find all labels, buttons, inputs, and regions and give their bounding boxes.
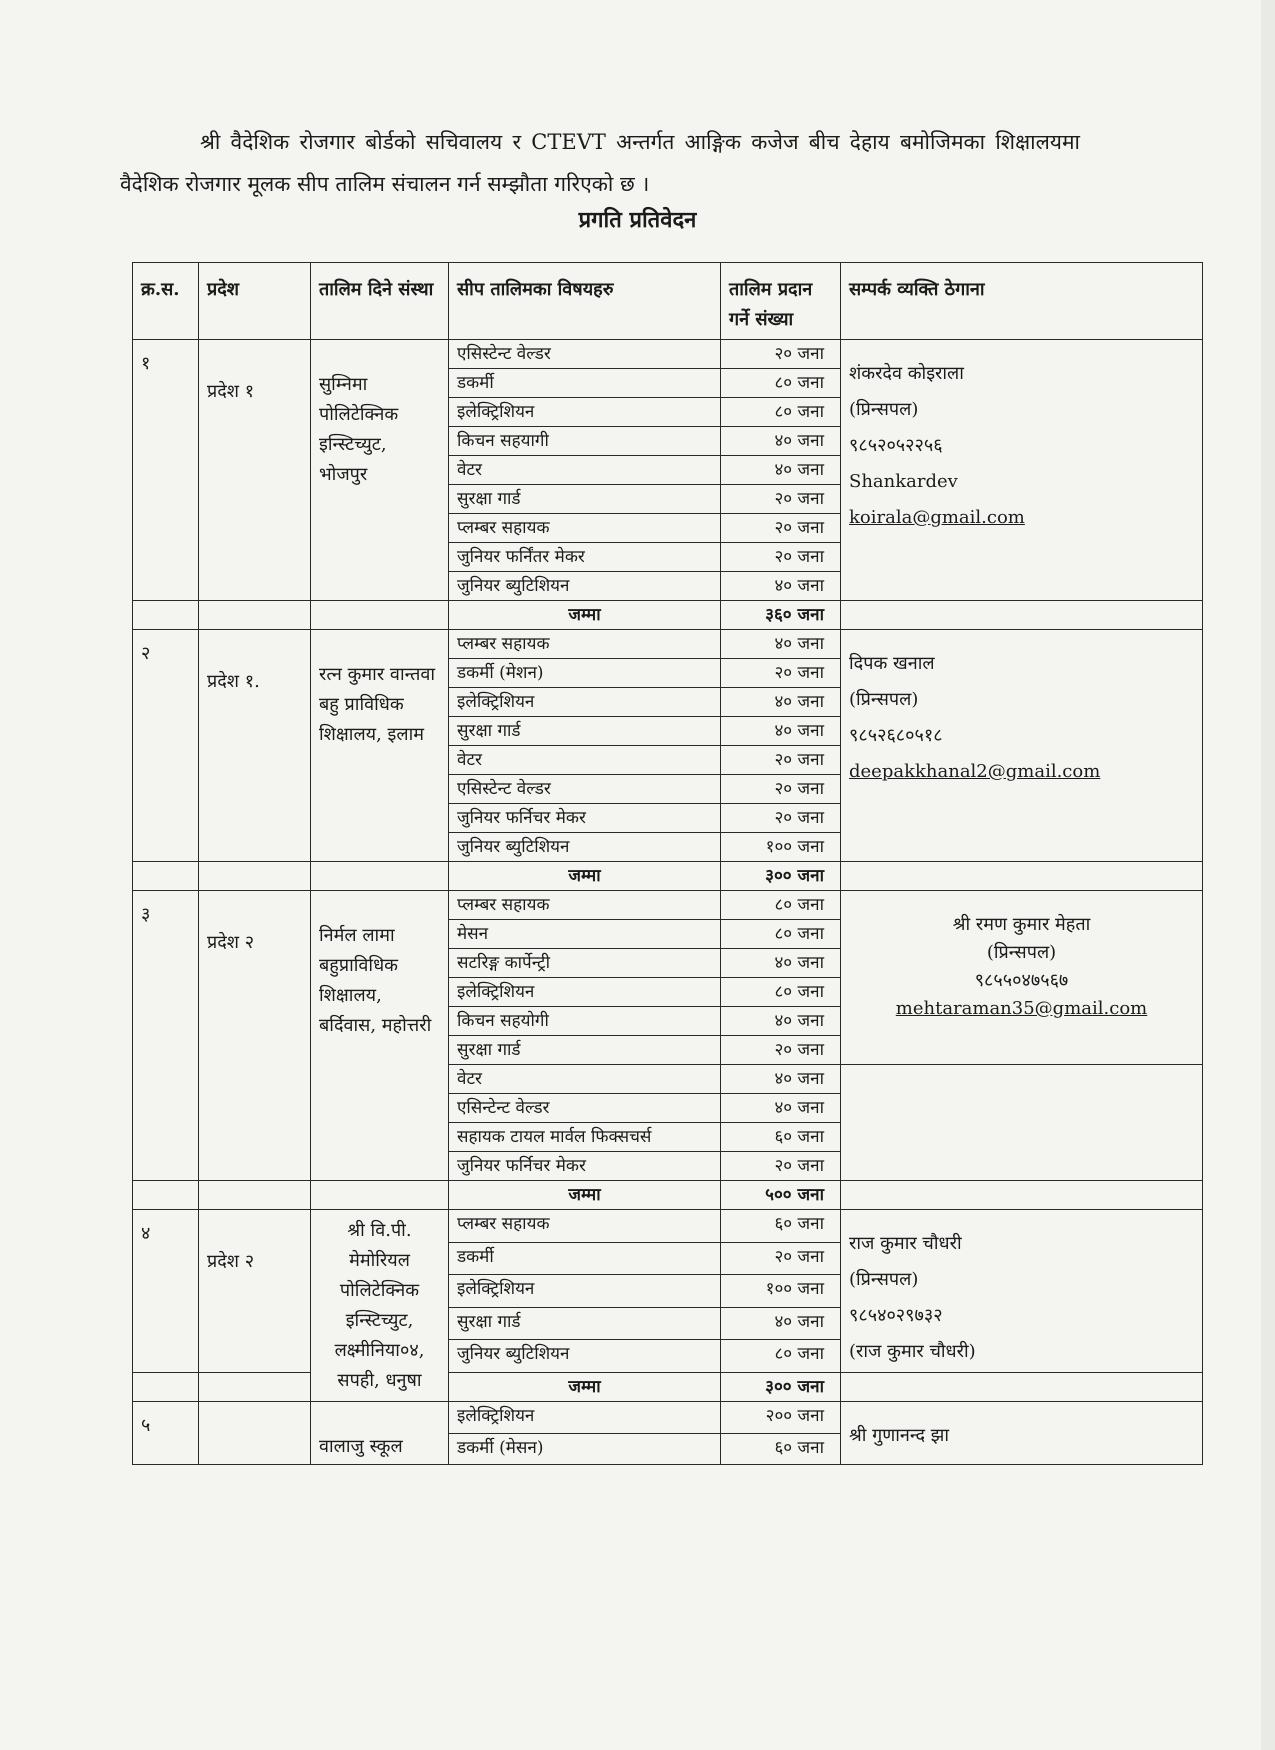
row-count: ८० जना — [721, 369, 841, 398]
row-province: प्रदेश १. — [199, 630, 311, 862]
empty-cell — [133, 862, 199, 891]
row-count: ६० जना — [721, 1433, 841, 1465]
row-count: ४० जना — [721, 1007, 841, 1036]
total-count: ३०० जना — [721, 1373, 841, 1402]
row-count: ४० जना — [721, 949, 841, 978]
total-label: जम्मा — [449, 1373, 721, 1402]
row-count: ४० जना — [721, 456, 841, 485]
contact-name: श्री गुणानन्द झा — [849, 1425, 950, 1446]
contact-role: (प्रिन्सपल) — [849, 1269, 919, 1290]
row-serial-number: ५ — [133, 1402, 199, 1465]
row-count: २० जना — [721, 340, 841, 369]
row-count: ८० जना — [721, 1340, 841, 1373]
contact-name: शंकरदेव कोइराला — [849, 363, 964, 384]
empty-cell — [311, 601, 449, 630]
empty-cell — [199, 1373, 311, 1402]
row-subject: इलेक्ट्रिशियन — [449, 1275, 721, 1308]
total-label: जम्मा — [449, 601, 721, 630]
contact-role: (प्रिन्सपल) — [849, 689, 919, 710]
row-count: ४० जना — [721, 1065, 841, 1094]
row-institution: श्री वि.पी. मेमोरियल पोलिटेक्निक इन्स्टिच्युट, लक्ष्मीनिया०४, सपही, धनुषा — [311, 1210, 449, 1402]
row-subject: इलेक्ट्रिशियन — [449, 398, 721, 427]
row-count: ८० जना — [721, 978, 841, 1007]
total-label: जम्मा — [449, 1181, 721, 1210]
empty-cell — [841, 1373, 1203, 1402]
row-serial-number: २ — [133, 630, 199, 862]
row-province — [199, 1402, 311, 1465]
row-institution: निर्मल लामा बहुप्राविधिक शिक्षालय, बर्दिवास, महोत्तरी — [311, 891, 449, 1181]
contact-phone: ९८५२६८०५१८ — [849, 725, 943, 746]
contact-name: राज कुमार चौधरी — [849, 1233, 962, 1254]
report-title: प्रगति प्रतिवेदन — [578, 207, 697, 233]
row-subject: प्लम्बर सहायक — [449, 514, 721, 543]
contact-role: (प्रिन्सपल) — [849, 399, 919, 420]
empty-contact-cell — [841, 1065, 1203, 1181]
row-contact — [841, 1402, 1203, 1465]
table-body — [133, 340, 1203, 1465]
total-label: जम्मा — [449, 862, 721, 891]
row-contact — [841, 1210, 1203, 1373]
row-subject: वेटर — [449, 746, 721, 775]
row-institution: वालाजु स्कूल — [311, 1402, 449, 1465]
row-institution: रत्न कुमार वान्तवा बहु प्राविधिक शिक्षालय, इलाम — [311, 630, 449, 862]
empty-cell — [199, 862, 311, 891]
contact-phone: ९८५४०२९७३२ — [849, 1305, 943, 1326]
empty-cell — [311, 1181, 449, 1210]
total-count: ५०० जना — [721, 1181, 841, 1210]
row-subject: सटरिङ्ग कार्पेन्ट्री — [449, 949, 721, 978]
row-institution: सुम्निमा पोलिटेक्निक इन्स्टिच्युट, भोजपुर — [311, 340, 449, 601]
empty-cell — [841, 1181, 1203, 1210]
empty-cell — [133, 601, 199, 630]
row-count: ८० जना — [721, 891, 841, 920]
row-count: ८० जना — [721, 398, 841, 427]
row-contact — [841, 340, 1203, 601]
row-subject: सुरक्षा गार्ड — [449, 485, 721, 514]
contact-role: (प्रिन्सपल) — [986, 942, 1057, 963]
row-count: २० जना — [721, 1152, 841, 1181]
contact-extra: Shankardev — [849, 471, 958, 492]
row-subject: जुनियर ब्युटिशियन — [449, 1340, 721, 1373]
table-row — [133, 1210, 1203, 1243]
row-count: ६० जना — [721, 1123, 841, 1152]
row-count: १०० जना — [721, 833, 841, 862]
row-subject: जुनियर फर्निंतर मेकर — [449, 543, 721, 572]
row-count: २० जना — [721, 775, 841, 804]
header-province: प्रदेश — [199, 263, 311, 340]
row-subject: डकर्मी — [449, 369, 721, 398]
empty-cell — [841, 862, 1203, 891]
total-row — [133, 1373, 1203, 1402]
row-count: ४० जना — [721, 717, 841, 746]
total-count: ३६० जना — [721, 601, 841, 630]
table-row — [133, 1402, 1203, 1434]
row-count: ६० जना — [721, 1210, 841, 1243]
row-subject: डकर्मी — [449, 1242, 721, 1275]
table-row — [133, 630, 1203, 659]
row-count: २० जना — [721, 659, 841, 688]
row-count: ४० जना — [721, 1094, 841, 1123]
total-row — [133, 601, 1203, 630]
empty-cell — [133, 1373, 199, 1402]
empty-cell — [841, 601, 1203, 630]
row-count: २० जना — [721, 543, 841, 572]
row-subject: सुरक्षा गार्ड — [449, 1307, 721, 1340]
header-sn: क्र.स. — [133, 263, 199, 340]
row-count: ४० जना — [721, 1307, 841, 1340]
row-count: २० जना — [721, 746, 841, 775]
contact-email[interactable]: mehtaraman35@gmail.com — [895, 998, 1148, 1019]
table-row — [133, 891, 1203, 920]
row-subject: इलेक्ट्रिशियन — [449, 688, 721, 717]
row-count: २०० जना — [721, 1402, 841, 1434]
header-count: तालिम प्रदान गर्ने संख्या — [721, 263, 841, 340]
row-contact — [841, 891, 1203, 1065]
row-subject: डकर्मी (मेसन) — [449, 1433, 721, 1465]
header-contact: सम्पर्क व्यक्ति ठेगाना — [841, 263, 1203, 340]
row-subject: एसिन्टेन्ट वेल्डर — [449, 1094, 721, 1123]
total-row — [133, 862, 1203, 891]
progress-report-table — [132, 262, 1203, 1465]
row-subject: एसिस्टेन्ट वेल्डर — [449, 775, 721, 804]
contact-phone: ९८५५०४७५६७ — [974, 970, 1069, 991]
row-count: २० जना — [721, 1036, 841, 1065]
table-header-row — [133, 263, 1203, 340]
empty-cell — [199, 601, 311, 630]
row-serial-number: १ — [133, 340, 199, 601]
row-subject: किचन सहयोगी — [449, 1007, 721, 1036]
row-subject: एसिस्टेन्ट वेल्डर — [449, 340, 721, 369]
table-row — [133, 340, 1203, 369]
row-subject: जुनियर फर्निचर मेकर — [449, 804, 721, 833]
contact-name: श्री रमण कुमार मेहता — [952, 914, 1091, 935]
row-subject: वेटर — [449, 1065, 721, 1094]
row-count: ८० जना — [721, 920, 841, 949]
contact-extra: (राज कुमार चौधरी) — [849, 1341, 976, 1362]
row-count: २० जना — [721, 485, 841, 514]
row-serial-number: ३ — [133, 891, 199, 1181]
row-count: ४० जना — [721, 688, 841, 717]
row-subject: प्लम्बर सहायक — [449, 891, 721, 920]
row-count: २० जना — [721, 514, 841, 543]
row-count: ४० जना — [721, 427, 841, 456]
total-count: ३०० जना — [721, 862, 841, 891]
row-count: १०० जना — [721, 1275, 841, 1308]
row-province: प्रदेश २ — [199, 891, 311, 1181]
row-subject: सुरक्षा गार्ड — [449, 1036, 721, 1065]
row-subject: वेटर — [449, 456, 721, 485]
empty-cell — [133, 1181, 199, 1210]
row-subject: प्लम्बर सहायक — [449, 630, 721, 659]
header-institution: तालिम दिने संस्था — [311, 263, 449, 340]
row-contact — [841, 630, 1203, 862]
row-subject: जुनियर ब्युटिशियन — [449, 833, 721, 862]
contact-name: दिपक खनाल — [849, 653, 935, 674]
row-subject: जुनियर ब्युटिशियन — [449, 572, 721, 601]
row-subject: जुनियर फर्निचर मेकर — [449, 1152, 721, 1181]
row-subject: सहायक टायल मार्वल फिक्सचर्स — [449, 1123, 721, 1152]
empty-cell — [311, 862, 449, 891]
row-subject: प्लम्बर सहायक — [449, 1210, 721, 1243]
row-subject: किचन सहयागी — [449, 427, 721, 456]
row-subject: इलेक्ट्रिशियन — [449, 1402, 721, 1434]
row-count: ४० जना — [721, 630, 841, 659]
row-subject: इलेक्ट्रिशियन — [449, 978, 721, 1007]
contact-email[interactable]: koirala@gmail.com — [849, 507, 1025, 528]
intro-paragraph: श्री वैदेशिक रोजगार बोर्डको सचिवालय र CTEVT अन्तर्गत आङ्गिक कजेज बीच देहाय बमोजिमका शिक्षालयमा वैदेशिक रोजगार मूलक सीप तालिम संचालन गर्न सम्झौता गरिएको छ । — [120, 130, 1080, 196]
empty-cell — [199, 1181, 311, 1210]
row-province: प्रदेश २ — [199, 1210, 311, 1373]
header-subjects: सीप तालिमका विषयहरु — [449, 263, 721, 340]
row-count: २० जना — [721, 804, 841, 833]
row-serial-number: ४ — [133, 1210, 199, 1373]
row-subject: डकर्मी (मेशन) — [449, 659, 721, 688]
row-subject: मेसन — [449, 920, 721, 949]
row-count: २० जना — [721, 1242, 841, 1275]
total-row — [133, 1181, 1203, 1210]
row-province: प्रदेश १ — [199, 340, 311, 601]
contact-email[interactable]: deepakkhanal2@gmail.com — [849, 761, 1101, 782]
contact-phone: ९८५२०५२२५६ — [849, 435, 943, 456]
row-subject: सुरक्षा गार्ड — [449, 717, 721, 746]
row-count: ४० जना — [721, 572, 841, 601]
